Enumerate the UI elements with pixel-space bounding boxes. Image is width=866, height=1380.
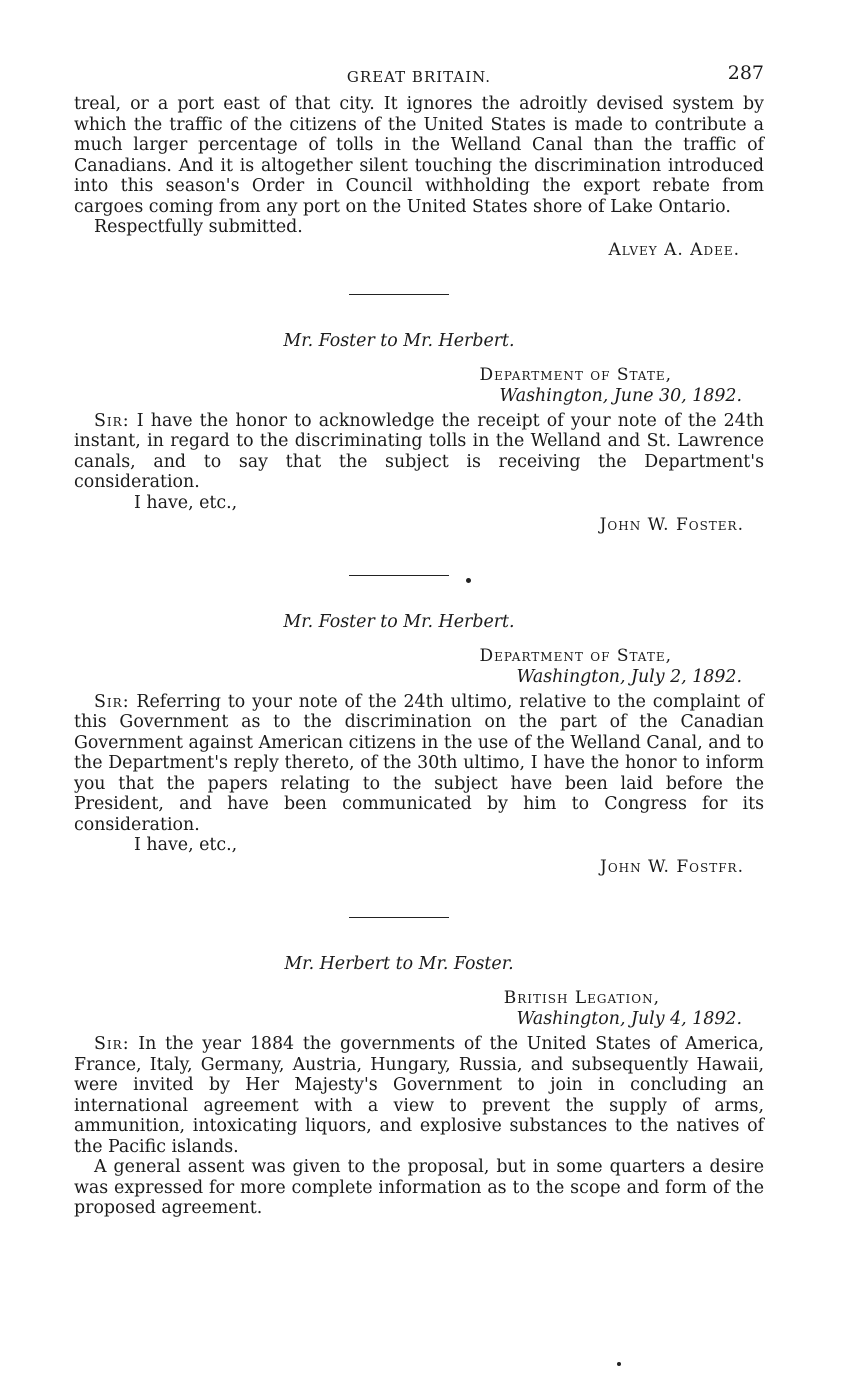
salutation: Sir: (94, 410, 130, 431)
letter-dateline: Washington, July 4, 1892. (516, 1009, 742, 1029)
letter-body-text: Referring to your note of the 24th ultimo, relative to the complaint of this Government as to the discrimination on the part of the Canadian Government against American citizens in the use of the Welland Canal, and to the Department's reply thereto, of the 30th ultimo, I have the honor to inform you that the papers relating to the subject have been laid before the President, and have been communicated by him to Congress for its consideration. (74, 691, 764, 835)
letter-body (74, 411, 764, 493)
section-divider (349, 575, 449, 576)
section-divider (349, 917, 449, 918)
section-divider (349, 294, 449, 295)
running-head: GREAT BRITAIN. (346, 68, 492, 86)
signature-foster: John W. Foster. (599, 514, 744, 535)
letter-dateline: Washington, July 2, 1892. (516, 666, 742, 687)
letter-body-text: I have the honor to acknowledge the receipt of your note of the 24th instant, in regard to the discriminating tolls in the Welland and St. Lawrence canals, and to say that the subject is receiving the Department's consideration. (74, 410, 765, 492)
page-number: 287 (727, 62, 764, 84)
letter-department: British Legation, (503, 988, 660, 1008)
letter-body (74, 692, 764, 836)
letter-closing: I have, etc., (134, 835, 238, 855)
signature-adee: Alvey A. Adee. (608, 239, 740, 260)
continued-paragraph: treal, or a port east of that city. It ignores the adroitly devised system by which the traffic of the citizens of the United States is made to contribute a much larger percentage of tolls in the Welland Canal than the traffic of Canadians. And it is altogether silent touching the discrimination introduced into this season's Order in Council withholding the export rebate from cargoes coming from any port on the United States shore of Lake Ontario. (74, 94, 764, 217)
page-header (74, 60, 764, 94)
signature-foster: John W. Fostfr. (600, 857, 744, 877)
salutation: Sir: (94, 691, 130, 712)
salutation: Sir: (94, 1034, 130, 1054)
letter-heading: Mr. Herbert to Mr. Foster. (284, 954, 514, 974)
letter-body-text: In the year 1884 the governments of the United States of America, France, Italy, Germany, Austria, Hungary, Russia, and subsequently Hawaii, were invited by Her Majesty's Government to join in concluding an international agreement with a view to prevent the supply of arms, ammunition, intoxicating liquors, and explosive substances to the natives of the Pacific islands. (74, 1034, 764, 1157)
letter-department: Department of State, (479, 645, 672, 666)
letter-department: Department of State, (479, 364, 672, 385)
document-page (74, 60, 764, 1219)
letter-dateline: Washington, June 30, 1892. (499, 385, 742, 406)
letter-body-second-paragraph: A general assent was given to the proposal, but in some quarters a desire was expressed for more complete information as to the scope and form of the proposed agreement. (74, 1157, 764, 1218)
closing-respectfully: Respectfully submitted. (94, 217, 303, 237)
letter-closing: I have, etc., (134, 492, 238, 513)
letter-body (74, 1034, 764, 1157)
ink-speck (466, 578, 471, 583)
letter-heading: Mr. Foster to Mr. Herbert. (283, 330, 515, 351)
letter-heading: Mr. Foster to Mr. Herbert. (283, 611, 515, 632)
ink-speck (617, 1362, 621, 1366)
